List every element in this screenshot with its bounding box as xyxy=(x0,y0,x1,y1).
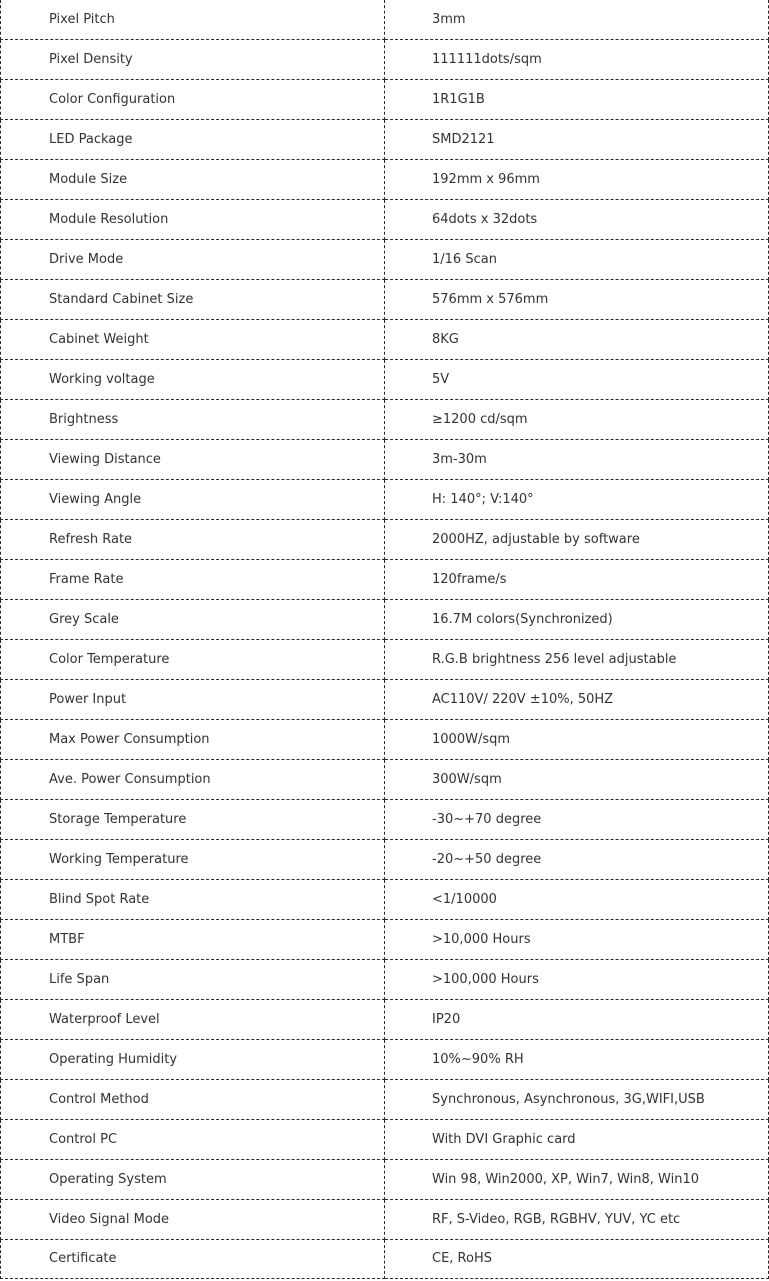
spec-label: Operating System xyxy=(1,1160,385,1200)
spec-label: MTBF xyxy=(1,920,385,960)
table-row xyxy=(1,320,769,360)
spec-label: Module Size xyxy=(1,160,385,200)
spec-value: >10,000 Hours xyxy=(385,920,769,960)
spec-label: Waterproof Level xyxy=(1,1000,385,1040)
table-row xyxy=(1,680,769,720)
spec-value: R.G.B brightness 256 level adjustable xyxy=(385,640,769,680)
spec-value: 300W/sqm xyxy=(385,760,769,800)
spec-label: Video Signal Mode xyxy=(1,1200,385,1240)
spec-value: 1/16 Scan xyxy=(385,240,769,280)
spec-value: 576mm x 576mm xyxy=(385,280,769,320)
spec-value: RF, S-Video, RGB, RGBHV, YUV, YC etc xyxy=(385,1200,769,1240)
spec-label: Module Resolution xyxy=(1,200,385,240)
table-row xyxy=(1,120,769,160)
spec-value: Synchronous, Asynchronous, 3G,WIFI,USB xyxy=(385,1080,769,1120)
table-row xyxy=(1,480,769,520)
table-row xyxy=(1,280,769,320)
table-row xyxy=(1,240,769,280)
spec-value: 5V xyxy=(385,360,769,400)
spec-value: ≥1200 cd/sqm xyxy=(385,400,769,440)
spec-value: 64dots x 32dots xyxy=(385,200,769,240)
spec-label: Working voltage xyxy=(1,360,385,400)
spec-table-body xyxy=(1,0,769,1279)
table-row xyxy=(1,1080,769,1120)
table-row xyxy=(1,560,769,600)
spec-value: <1/10000 xyxy=(385,880,769,920)
spec-label: Refresh Rate xyxy=(1,520,385,560)
spec-value: 1R1G1B xyxy=(385,80,769,120)
table-row xyxy=(1,200,769,240)
spec-label: Viewing Angle xyxy=(1,480,385,520)
spec-label: Viewing Distance xyxy=(1,440,385,480)
spec-value: With DVI Graphic card xyxy=(385,1120,769,1160)
table-row xyxy=(1,960,769,1000)
spec-label: Max Power Consumption xyxy=(1,720,385,760)
spec-label: Storage Temperature xyxy=(1,800,385,840)
spec-value: 192mm x 96mm xyxy=(385,160,769,200)
table-row xyxy=(1,440,769,480)
spec-value: -20~+50 degree xyxy=(385,840,769,880)
table-row xyxy=(1,640,769,680)
table-row xyxy=(1,0,769,40)
spec-label: Ave. Power Consumption xyxy=(1,760,385,800)
spec-label: Pixel Density xyxy=(1,40,385,80)
spec-label: Frame Rate xyxy=(1,560,385,600)
table-row xyxy=(1,1240,769,1279)
spec-label: Drive Mode xyxy=(1,240,385,280)
table-row xyxy=(1,360,769,400)
spec-value: H: 140°; V:140° xyxy=(385,480,769,520)
spec-label: LED Package xyxy=(1,120,385,160)
spec-value: >100,000 Hours xyxy=(385,960,769,1000)
spec-value: 8KG xyxy=(385,320,769,360)
spec-value: 10%~90% RH xyxy=(385,1040,769,1080)
spec-value: -30~+70 degree xyxy=(385,800,769,840)
spec-label: Cabinet Weight xyxy=(1,320,385,360)
table-row xyxy=(1,1000,769,1040)
table-row xyxy=(1,1040,769,1080)
spec-value: 16.7M colors(Synchronized) xyxy=(385,600,769,640)
spec-label: Control PC xyxy=(1,1120,385,1160)
spec-label: Life Span xyxy=(1,960,385,1000)
spec-value: 120frame/s xyxy=(385,560,769,600)
spec-value: Win 98, Win2000, XP, Win7, Win8, Win10 xyxy=(385,1160,769,1200)
table-row xyxy=(1,1120,769,1160)
table-row xyxy=(1,520,769,560)
spec-label: Brightness xyxy=(1,400,385,440)
spec-value: 3m-30m xyxy=(385,440,769,480)
spec-value: SMD2121 xyxy=(385,120,769,160)
spec-label: Certificate xyxy=(1,1240,385,1279)
table-row xyxy=(1,160,769,200)
spec-value: 1000W/sqm xyxy=(385,720,769,760)
table-row xyxy=(1,1160,769,1200)
spec-label: Operating Humidity xyxy=(1,1040,385,1080)
spec-value: 111111dots/sqm xyxy=(385,40,769,80)
table-row xyxy=(1,800,769,840)
spec-label: Color Temperature xyxy=(1,640,385,680)
table-row xyxy=(1,400,769,440)
table-row xyxy=(1,1200,769,1240)
spec-label: Power Input xyxy=(1,680,385,720)
spec-value: AC110V/ 220V ±10%, 50HZ xyxy=(385,680,769,720)
spec-value: 3mm xyxy=(385,0,769,40)
spec-value: IP20 xyxy=(385,1000,769,1040)
spec-value: CE, RoHS xyxy=(385,1240,769,1279)
spec-label: Pixel Pitch xyxy=(1,0,385,40)
spec-label: Standard Cabinet Size xyxy=(1,280,385,320)
table-row xyxy=(1,80,769,120)
spec-label: Grey Scale xyxy=(1,600,385,640)
table-row xyxy=(1,40,769,80)
table-row xyxy=(1,760,769,800)
spec-label: Control Method xyxy=(1,1080,385,1120)
table-row xyxy=(1,600,769,640)
table-row xyxy=(1,840,769,880)
table-row xyxy=(1,880,769,920)
spec-value: 2000HZ, adjustable by software xyxy=(385,520,769,560)
table-row xyxy=(1,920,769,960)
spec-label: Working Temperature xyxy=(1,840,385,880)
spec-label: Blind Spot Rate xyxy=(1,880,385,920)
spec-label: Color Configuration xyxy=(1,80,385,120)
table-row xyxy=(1,720,769,760)
